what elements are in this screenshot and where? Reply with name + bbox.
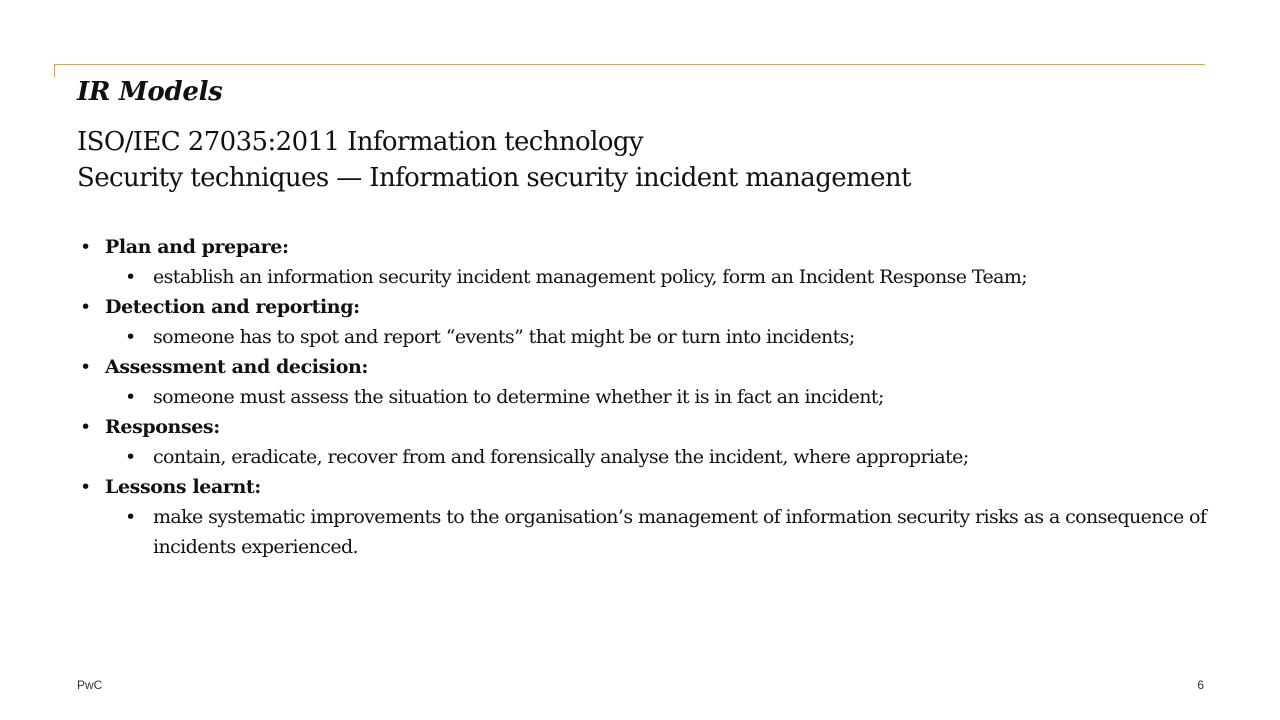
header-rule xyxy=(54,64,1205,65)
phase-item-plan-prepare xyxy=(80,232,1210,292)
phase-detail-text: contain, eradicate, recover from and forensically analyse the incident, where appropriate; xyxy=(153,446,969,468)
phase-detail-list xyxy=(105,262,1210,292)
phase-item-responses xyxy=(80,412,1210,472)
phase-heading: Responses: xyxy=(105,416,220,438)
subtitle-line-standard: ISO/IEC 27035:2011 Information technology xyxy=(77,127,644,157)
bullet-icon: • xyxy=(80,476,92,498)
phase-detail-list xyxy=(105,442,1210,472)
ir-phase-list xyxy=(80,232,1210,562)
phase-detail-text: make systematic improvements to the organisation’s management of information security risks as a consequence of incidents experienced. xyxy=(153,506,1207,558)
phase-detail-text: someone must assess the situation to determine whether it is in fact an incident; xyxy=(153,386,884,408)
sub-bullet-icon: • xyxy=(125,446,136,468)
sub-bullet-icon: • xyxy=(125,266,136,288)
bullet-icon: • xyxy=(80,356,92,378)
phase-item-lessons-learnt xyxy=(80,472,1210,562)
footer-brand: PwC xyxy=(77,678,103,692)
bullet-icon: • xyxy=(80,296,92,318)
sub-bullet-icon: • xyxy=(125,326,136,348)
phase-detail-list xyxy=(105,322,1210,352)
page-number: 6 xyxy=(1197,678,1204,692)
phase-detail-text: establish an information security incident management policy, form an Incident Response Team; xyxy=(153,266,1028,288)
phase-heading: Plan and prepare: xyxy=(105,236,289,258)
bullet-icon: • xyxy=(80,236,92,258)
header-rule-tick xyxy=(54,64,55,77)
sub-bullet-icon: • xyxy=(125,506,136,528)
slide-subtitle xyxy=(77,124,1227,196)
slide-title: IR Models xyxy=(77,77,223,107)
phase-detail-list xyxy=(105,382,1210,412)
phase-detail xyxy=(105,262,1210,292)
phase-heading: Lessons learnt: xyxy=(105,476,261,498)
subtitle-line-topic: Security techniques — Information security incident management xyxy=(77,163,911,193)
phase-detail xyxy=(105,502,1210,562)
phase-detail-list xyxy=(105,502,1210,562)
phase-heading: Assessment and decision: xyxy=(105,356,369,378)
phase-detail xyxy=(105,382,1210,412)
phase-detail xyxy=(105,322,1210,352)
phase-item-assessment-decision xyxy=(80,352,1210,412)
bullet-icon: • xyxy=(80,416,92,438)
sub-bullet-icon: • xyxy=(125,386,136,408)
phase-detail-text: someone has to spot and report “events” that might be or turn into incidents; xyxy=(153,326,855,348)
phase-detail xyxy=(105,442,1210,472)
phase-item-detection-reporting xyxy=(80,292,1210,352)
phase-heading: Detection and reporting: xyxy=(105,296,360,318)
